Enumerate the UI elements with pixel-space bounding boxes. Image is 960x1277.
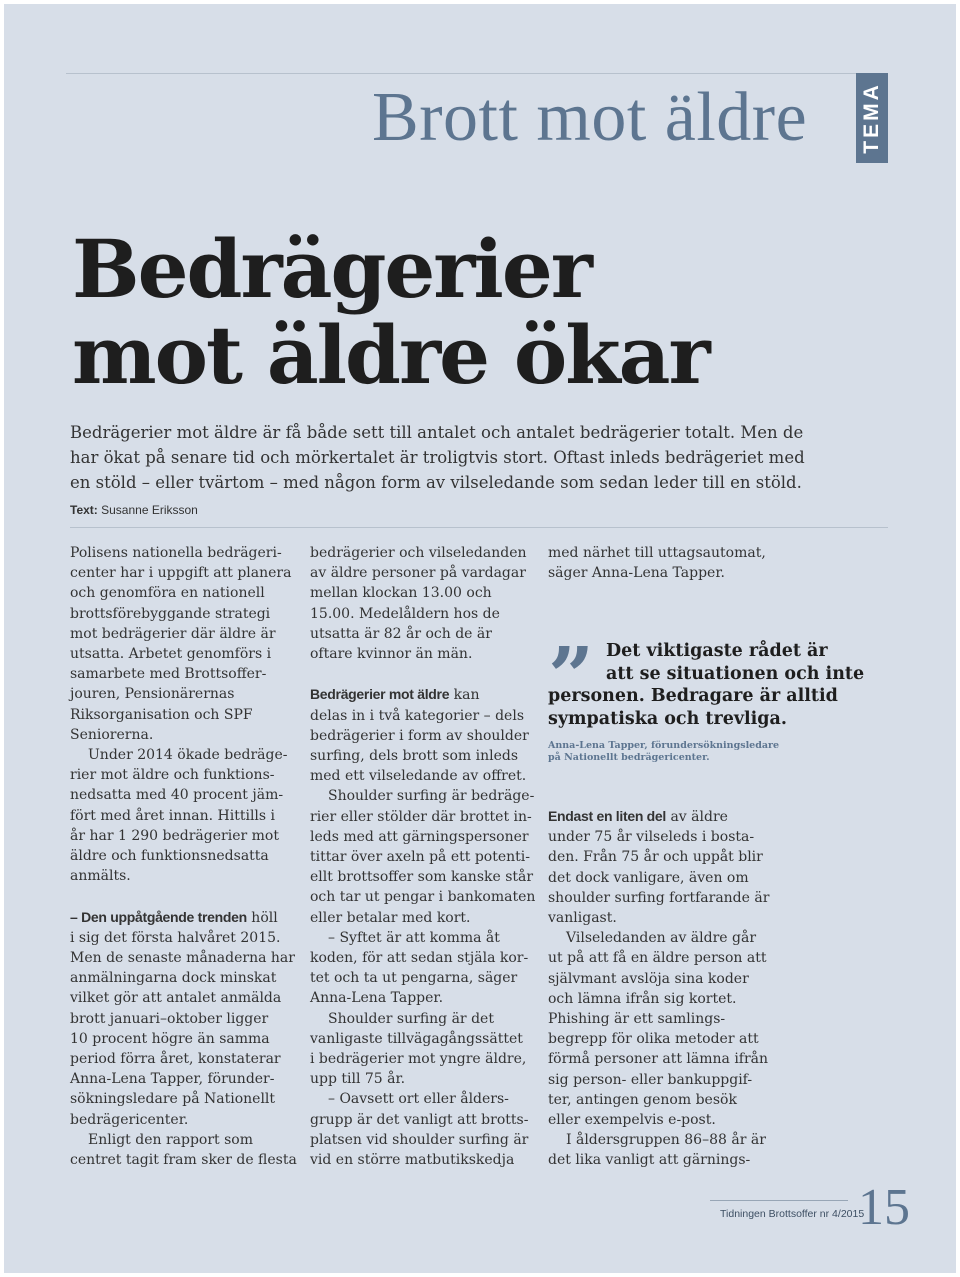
body-line: Vilseledanden av äldre går xyxy=(566,930,757,947)
body-line: Anna-Lena Tapper. xyxy=(310,990,444,1007)
body-line: ut på att få en äldre person att xyxy=(548,950,767,967)
headline-line: Bedrägerier xyxy=(72,222,591,316)
headline-line: mot äldre ökar xyxy=(72,308,709,402)
body-line: tet och ta ut pengarna, säger xyxy=(310,970,518,987)
header-rule xyxy=(66,73,858,74)
body-column-2 xyxy=(310,543,545,1170)
body-line: grupp är det vanligt att brotts- xyxy=(310,1111,529,1128)
body-line: eller betalar med kort. xyxy=(310,909,471,926)
body-line: vanligast. xyxy=(548,910,617,927)
body-line: och genomföra en nationell xyxy=(70,585,265,602)
body-line: självmant avslöja sina koder xyxy=(548,970,749,987)
body-line: med närhet till uttagsautomat, xyxy=(548,545,766,561)
body-line: säger Anna-Lena Tapper. xyxy=(548,565,725,582)
body-line: jouren, Pensionärernas xyxy=(70,686,235,703)
body-line: vanligaste tillvägagångssättet xyxy=(310,1030,523,1047)
body-line: 10 procent högre än samma xyxy=(70,1030,270,1047)
body-line: I åldersgruppen 86–88 år är xyxy=(566,1132,766,1149)
body-line: koden, för att sedan stjäla kor- xyxy=(310,950,529,967)
page-number: 15 xyxy=(858,1179,910,1236)
body-line: surfing, dels brott som inleds xyxy=(310,748,518,765)
body-line: och tar ut pengar i bankomaten xyxy=(310,889,536,906)
lead-line: en stöld – eller tvärtom – med någon form av vilseledande som sedan leder till en stöld. xyxy=(70,473,802,492)
quote-line: att se situationen och inte xyxy=(606,663,865,684)
body-line: platsen vid shoulder surfing är xyxy=(310,1131,529,1148)
body-line: anmälningarna dock minskat xyxy=(70,970,277,987)
body-line: anmälts. xyxy=(70,868,131,885)
run-in-heading: – Den uppåtgående trenden xyxy=(70,908,247,925)
body-line: – Syftet är att komma åt xyxy=(328,929,500,946)
run-in-heading: Bedrägerier mot äldre xyxy=(310,686,450,703)
body-line: samarbete med Brottsoffer- xyxy=(70,666,267,683)
byline-author: Susanne Eriksson xyxy=(101,503,198,517)
body-line: det lika vanligt att gärnings- xyxy=(548,1152,751,1169)
body-line: center har i uppgift att planera xyxy=(70,565,292,582)
body-line: ter, antingen genom besök xyxy=(548,1091,737,1108)
paragraph-gap xyxy=(310,664,545,684)
body-line: under 75 år vilseleds i bosta- xyxy=(548,829,755,846)
body-line: förmå personer att lämna ifrån xyxy=(548,1051,769,1068)
headline xyxy=(72,222,832,402)
publication-name: Tidningen Brottsoffer nr 4/2015 xyxy=(720,1208,865,1220)
body-line: Under 2014 ökade bedräge- xyxy=(88,747,288,764)
body-line: 15.00. Medelåldern hos de xyxy=(310,605,500,622)
body-line: bedrägerier och vilseledanden xyxy=(310,545,527,561)
body-line: år har 1 290 bedrägerier mot xyxy=(70,827,279,844)
body-line: upp till 75 år. xyxy=(310,1071,406,1088)
body-line: Riksorganisation och SPF xyxy=(70,706,253,723)
body-line: vid en större matbutikskedja xyxy=(310,1152,515,1169)
body-line: sig person- eller bankuppgif- xyxy=(548,1071,753,1088)
body-line: fört med året innan. Hittills i xyxy=(70,807,276,824)
body-line: Shoulder surfing är det xyxy=(328,1010,494,1027)
body-line: sökningsledare på Nationellt xyxy=(70,1091,276,1108)
body-line: begrepp för olika metoder att xyxy=(548,1031,759,1048)
quote-line: sympatiska och trevliga. xyxy=(548,708,787,729)
body-line: bedrägerier i form av shoulder xyxy=(310,727,529,744)
body-line: med ett vilseledande av offret. xyxy=(310,768,527,785)
byline xyxy=(70,503,198,517)
body-line: Seniorerna. xyxy=(70,726,154,743)
body-line: leds med att gärningspersoner xyxy=(310,828,529,845)
body-text: av äldre xyxy=(666,809,728,825)
body-line: av äldre personer på vardagar xyxy=(310,565,526,582)
tema-tab xyxy=(856,73,888,163)
body-column-3 xyxy=(548,543,783,583)
body-column-3-lower xyxy=(548,806,783,1171)
pull-quote xyxy=(548,629,878,764)
body-column-1 xyxy=(70,543,305,1170)
lead-line: har ökat på senare tid och mörkertalet är troligtvis stort. Oftast inleds bedrägeriet med xyxy=(70,448,805,467)
tema-label: TEMA xyxy=(860,82,883,154)
attribution-line: på Nationellt bedrägericenter. xyxy=(548,752,710,763)
body-line: shoulder surfing fortfarande är xyxy=(548,889,770,906)
run-in-heading: Endast en liten del xyxy=(548,808,666,824)
body-line xyxy=(310,684,545,705)
body-line: vilket gör att antalet anmälda xyxy=(70,990,282,1007)
section-title: Brott mot äldre xyxy=(372,79,808,156)
body-line: ellt brottsoffer som kanske står xyxy=(310,869,534,886)
lead-line: Bedrägerier mot äldre är få både sett till antalet och antalet bedrägerier totalt. Men de xyxy=(70,423,804,442)
body-line: bedrägericenter. xyxy=(70,1111,189,1128)
body-line: period förra året, konstaterar xyxy=(70,1051,281,1068)
body-line: – Oavsett ort eller ålders- xyxy=(328,1091,509,1108)
body-line: brott januari–oktober ligger xyxy=(70,1010,269,1027)
attribution-line: Anna-Lena Tapper, förundersökningsledare xyxy=(548,740,780,751)
body-line: Phishing är ett samlings- xyxy=(548,1011,726,1028)
body-line: mellan klockan 13.00 och xyxy=(310,585,492,602)
body-line: nedsatta med 40 procent jäm- xyxy=(70,787,284,804)
body-line: oftare kvinnor än män. xyxy=(310,646,473,663)
body-line: tittar över axeln på ett potenti- xyxy=(310,849,530,866)
body-line: Shoulder surfing är bedräge- xyxy=(328,788,535,805)
body-line: utsatta är 82 år och de är xyxy=(310,625,492,642)
quote-line: personen. Bedragare är alltid xyxy=(548,686,838,706)
quote-mark-icon: ” xyxy=(548,629,595,723)
body-line xyxy=(70,907,305,928)
body-line: det dock vanligare, även om xyxy=(548,869,749,886)
body-line: äldre och funktionsnedsatta xyxy=(70,848,269,865)
body-text: kan xyxy=(449,687,480,704)
divider xyxy=(70,527,888,528)
footer-rule xyxy=(710,1200,848,1201)
pull-quote-text xyxy=(548,640,878,730)
pull-quote-attribution xyxy=(548,740,878,764)
body-line: i bedrägerier mot yngre äldre, xyxy=(310,1051,527,1068)
body-text: höll xyxy=(246,909,278,926)
body-line: rier eller stölder där brottet in- xyxy=(310,808,532,825)
body-line: utsatta. Arbetet genomförs i xyxy=(70,646,272,663)
body-line: i sig det första halvåret 2015. xyxy=(70,929,281,946)
body-line: Enligt den rapport som xyxy=(88,1131,253,1148)
body-line: delas in i två kategorier – dels xyxy=(310,707,524,724)
body-line: mot bedrägerier där äldre är xyxy=(70,625,276,642)
byline-label: Text: xyxy=(70,503,98,517)
body-line: brottsförebyggande strategi xyxy=(70,605,271,622)
body-line: den. Från 75 år och uppåt blir xyxy=(548,849,763,866)
body-line: Polisens nationella bedrägeri- xyxy=(70,545,282,561)
body-line: och lämna ifrån sig kortet. xyxy=(548,990,737,1007)
paragraph-gap xyxy=(70,886,305,906)
body-line: eller exempelvis e-post. xyxy=(548,1112,716,1129)
lead-paragraph xyxy=(70,420,890,495)
quote-line: Det viktigaste rådet är xyxy=(606,641,828,661)
body-line: rier mot äldre och funktions- xyxy=(70,767,275,784)
body-line: Anna-Lena Tapper, förunder- xyxy=(70,1071,275,1088)
body-line: Men de senaste månaderna har xyxy=(70,950,295,967)
body-line: centret tagit fram sker de flesta xyxy=(70,1152,297,1169)
body-line xyxy=(548,806,783,827)
